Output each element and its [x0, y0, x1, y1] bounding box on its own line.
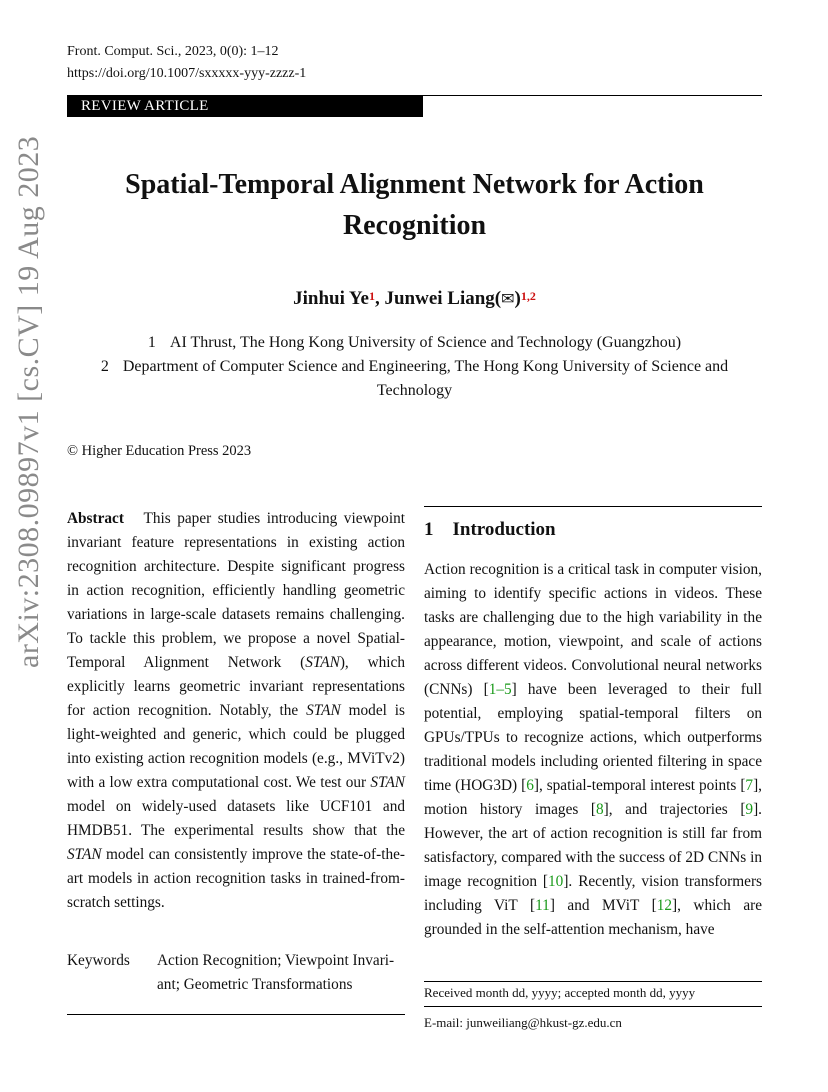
intro-text: ], spatial-temporal interest points [	[533, 777, 746, 794]
author-name: Junwei Liang(	[384, 288, 502, 309]
author-list	[67, 286, 762, 312]
affiliation-1	[67, 331, 762, 355]
citation-dash: –	[496, 681, 504, 698]
intro-text: ]. Recently, vision transformers including ViT [	[424, 873, 762, 914]
affiliation-marker: 1	[368, 289, 375, 303]
abstract-text: ), which explicitly learns geometric invariant representations for action recognition. Notably, the	[67, 654, 405, 719]
citation-link[interactable]: 8	[595, 801, 604, 818]
affiliation-marker: 1,2	[520, 289, 536, 303]
citation-link[interactable]: 10	[548, 873, 564, 890]
model-name: STAN	[370, 774, 405, 791]
intro-text: Action recognition is a critical task in computer vision, aiming to identify specific actions in videos. These tasks are challenging due to the high variability in the appearance, motion, viewpoint, and scale of actions across different videos. Convolutional neural networks (CNNs) [	[424, 561, 762, 698]
abstract-label: Abstract	[67, 510, 124, 527]
keywords-line-1: Action Recognition; Viewpoint Invari-	[157, 952, 395, 969]
intro-text: ], which are grounded in the self-attention mechanism, have	[424, 897, 762, 938]
model-name: STAN	[67, 846, 102, 863]
abstract-bottom-rule	[67, 1014, 405, 1015]
affiliation-2	[67, 355, 762, 379]
model-name: STAN	[305, 654, 340, 671]
doi-link[interactable]: https://doi.org/10.1007/sxxxxx-yyy-zzzz-1	[67, 66, 307, 81]
author-name: Jinhui Ye	[293, 288, 369, 309]
envelope-icon: ✉	[501, 289, 515, 308]
section-heading	[424, 517, 556, 543]
affiliation-number: 2	[100, 358, 109, 375]
arxiv-stamp: arXiv:2308.09897v1 [cs.CV] 19 Aug 2023	[12, 135, 45, 668]
citation-link[interactable]: 6	[526, 777, 534, 794]
intro-text: ]. However, the art of action recognition is still far from satisfactory, compared with the success of 2D CNNs in image recognition [	[424, 801, 762, 890]
affiliation-text: AI Thrust, The Hong Kong University of Science and Technology (Guangzhou)	[169, 334, 682, 351]
author-paren-close: )	[514, 288, 521, 309]
journal-citation: Front. Comput. Sci., 2023, 0(0): 1–12	[67, 44, 279, 59]
citation-link[interactable]: 5	[504, 681, 512, 698]
affiliation-2-continued: Technology	[376, 382, 453, 399]
section-title: Introduction	[452, 519, 556, 540]
keywords-label: Keywords	[67, 952, 130, 969]
citation-link[interactable]: 11	[535, 897, 550, 914]
section-number: 1	[424, 519, 434, 540]
paper-title	[67, 164, 762, 246]
intro-top-rule	[424, 506, 762, 507]
intro-text: ] have been leveraged to their full potential, employing spatial-temporal filters on GPUs/TPUs to recognize actions, which outperforms traditional models including oriented filtering in space time (HOG3D) [	[424, 681, 762, 794]
affiliation-number: 1	[147, 334, 156, 351]
keywords-line-2: ant; Geometric Transformations	[157, 976, 353, 993]
author-separator: ,	[374, 288, 385, 309]
citation-link[interactable]: 1	[488, 681, 497, 698]
title-line-2: Recognition	[342, 210, 487, 241]
footnote-top-rule	[424, 981, 762, 982]
model-name: STAN	[306, 702, 341, 719]
abstract-text: model is light-weighted and generic, which could be plugged into existing action recognition models (e.g., MViTv2) with a low extra computational cost. We test our	[67, 702, 405, 791]
footnote-mid-rule	[424, 1006, 762, 1007]
citation-link[interactable]: 9	[745, 801, 754, 818]
intro-paragraph	[424, 558, 762, 942]
title-line-1: Spatial-Temporal Alignment Network for Action	[125, 169, 704, 200]
received-dates: Received month dd, yyyy; accepted month dd, yyyy	[424, 985, 696, 1000]
header-rule	[423, 95, 762, 96]
abstract-text: This paper studies introducing viewpoint invariant feature representations in existing action recognition architecture. Despite significant progress in action recognition, efficiently handling geometric variations in large-scale datasets remains challenging. To tackle this problem, we propose a novel Spatial-Temporal Alignment Network (	[67, 510, 405, 671]
intro-text: ], and trajectories [	[603, 801, 746, 818]
abstract-paragraph	[67, 507, 405, 915]
intro-text: ] and MViT [	[549, 897, 657, 914]
citation-link[interactable]: 7	[745, 777, 754, 794]
copyright-notice: © Higher Education Press 2023	[67, 443, 252, 459]
abstract-text: model can consistently improve the state-of-the-art models in action recognition tasks in trained-from-scratch settings.	[67, 846, 405, 911]
article-type-band: REVIEW ARTICLE	[67, 95, 423, 117]
intro-text: ], motion history images [	[424, 777, 762, 818]
affiliation-text: Department of Computer Science and Engineering, The Hong Kong University of Science and	[122, 358, 729, 375]
citation-link[interactable]: 12	[656, 897, 672, 914]
contact-email[interactable]: E-mail: junweiliang@hkust-gz.edu.cn	[424, 1015, 622, 1030]
abstract-text: model on widely-used datasets like UCF101 and HMDB51. The experimental results show that the	[67, 798, 405, 839]
